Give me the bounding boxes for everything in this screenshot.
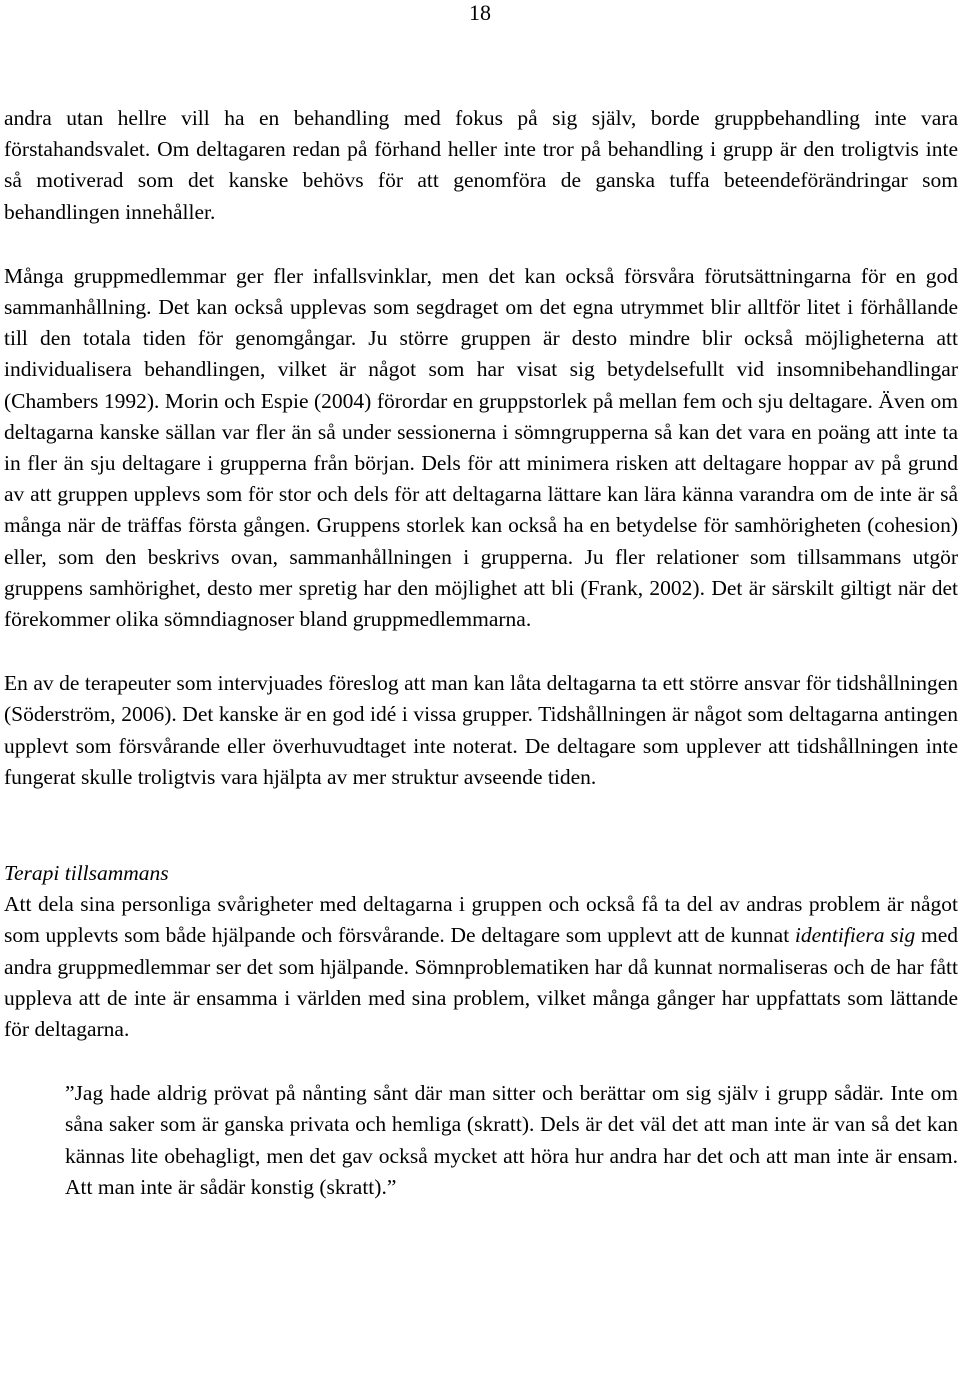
document-body: [4, 103, 958, 1203]
body-paragraph-2: Många gruppmedlemmar ger fler infallsvinklar, men det kan också försvåra förutsättningarna för en god sammanhållning. Det kan också upplevas som segdraget om det egna utrymmet blir alltför litet i förhållande till den totala tiden för genomgångar. Ju större gruppen är desto mindre blir också möjligheterna att individualisera behandlingen, vilket är något som har visat sig betydelsefullt vid insomnibehandlingar (Chambers 1992). Morin och Espie (2004) förordar en gruppstorlek på mellan fem och sju deltagare. Även om deltagarna kanske sällan var fler än så under sessionerna i sömngrupperna så kan det vara en poäng att inte ta in fler än sju deltagare i grupperna från början. Dels för att minimera risken att deltagare hoppar av på grund av att gruppen upplevs som för stor och dels för att deltagarna lättare kan lära känna varandra om de inte är så många när de träffas första gången. Gruppens storlek kan också ha en betydelse för samhörigheten (cohesion) eller, som den beskrivs ovan, sammanhållningen i grupperna. Ju fler relationer som tillsammans utgör gruppens samhörighet, desto mer spretig har den möjlighet att bli (Frank, 2002). Det är särskilt giltigt när det förekommer olika sömndiagnoser bland gruppmedlemmarna.: [4, 263, 958, 632]
body-paragraph-4: [4, 889, 958, 1045]
paragraph-4-text-before: Att dela sina personliga svårigheter med deltagarna i gruppen och också få ta del av andras problem är något som upplevts som både hjälpande och försvårande. De deltagare som upplevt att de kunnat: [4, 892, 958, 948]
block-quote: ”Jag hade aldrig prövat på nånting sånt där man sitter och berättar om sig själv i grupp sådär. Inte om såna saker som är ganska privata och hemliga (skratt). Dels är det väl det att man inte är van så det kan kännas lite obehagligt, men det gav också mycket att höra hur andra har det och att man inte är ensam. Att man inte är sådär konstig (skratt).”: [65, 1081, 958, 1199]
section-heading: Terapi tillsammans: [4, 861, 169, 886]
page-number: 18: [469, 0, 491, 25]
paragraph-4-emphasis: identifiera sig: [794, 923, 916, 948]
body-paragraph-1: andra utan hellre vill ha en behandling med fokus på sig själv, borde gruppbehandling inte vara förstahandsvalet. Om deltagaren redan på förhand heller inte tror på behandling i grupp är den troligtvis inte så motiverad som det kanske behövs för att genomföra de ganska tuffa beteendeförändringar som behandlingen innehåller.: [4, 106, 958, 224]
paragraph-4-text-after: med andra gruppmedlemmar ser det som hjälpande. Sömnproblematiken har då kunnat normaliseras och de har fått uppleva att de inte är ensamma i världen med sina problem, vilket många gånger har uppfattats som lättande för deltagarna.: [4, 923, 958, 1042]
body-paragraph-3: En av de terapeuter som intervjuades föreslog att man kan låta deltagarna ta ett större ansvar för tidshållningen (Söderström, 2006). Det kanske är en god idé i vissa grupper. Tidshållningen är något som deltagarna antingen upplevt som försvårande eller överhuvudtaget inte noterat. De deltagare som upplever att tidshållningen inte fungerat skulle troligtvis vara hjälpta av mer struktur avseende tiden.: [4, 671, 958, 789]
